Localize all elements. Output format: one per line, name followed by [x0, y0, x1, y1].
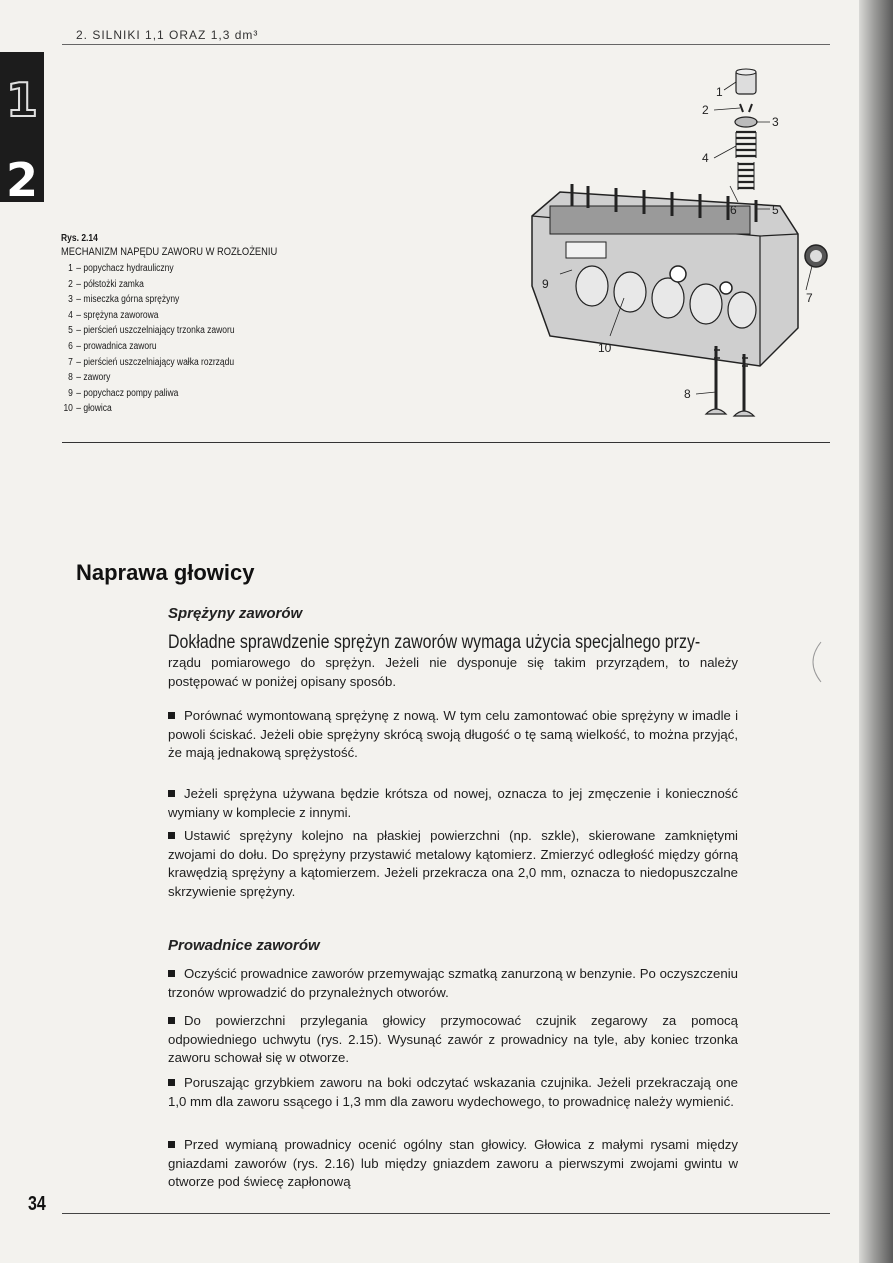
callout-2: 2 — [702, 103, 709, 117]
legend-item: 6 – prowadnica zaworu — [68, 340, 157, 352]
bullet-icon — [168, 790, 175, 797]
margin-pencil-mark — [803, 640, 825, 684]
page-number: 34 — [28, 1193, 46, 1215]
legend-item: 2 – półstożki zamka — [68, 278, 144, 290]
callout-7: 7 — [806, 291, 813, 305]
bullet-icon — [168, 1017, 175, 1024]
page-edge-shadow — [859, 0, 893, 1263]
callout-10: 10 — [598, 341, 612, 355]
bullet-paragraph: Porównać wymontowaną sprężynę z nową. W tym celu zamontować obie sprężyny w imadle i powoli ściskać. Jeżeli obie sprężyny skrócą swoją długość o tę samą wielkość, to można przyjąć, że mają jednakową sprężystość. — [168, 708, 738, 760]
callout-8: 8 — [684, 387, 691, 401]
bullet-icon — [168, 970, 175, 977]
cylinder-head-icon — [532, 184, 798, 366]
legend-item: 7 – pierścień uszczelniający wałka rozrządu — [68, 356, 235, 368]
top-rule — [62, 44, 830, 45]
subheading-springs: Sprężyny zaworów — [168, 605, 303, 622]
callout-4: 4 — [702, 151, 709, 165]
bullet-paragraph: Do powierzchni przylegania głowicy przymocować czujnik zegarowy za pomocą odpowiedniego uchwytu (rys. 2.15). Wysunąć zawór z prowadnicy na tyle, aby koniec trzonka zaworu schował się w otworze. — [168, 1013, 738, 1065]
legend-item: 10 – głowica — [63, 403, 112, 415]
figure-number: Rys. 2.14 — [61, 233, 98, 244]
valve-spring-icon — [736, 132, 756, 190]
bullet-paragraph: Poruszając grzybkiem zaworu na boki odczytać wskazania czujnika. Jeżeli przekraczają one 1,0 mm dla zaworu ssącego i 1,3 mm dla zaworu wydechowego, to prowadnicę należy wymienić. — [168, 1075, 738, 1109]
bullet-paragraph: Przed wymianą prowadnicy ocenić ogólny stan głowicy. Głowica z małymi rysami między gniazdami zaworów (rys. 2.16) lub między gniazdem zaworu a pierwszymi zwojami gwintu w otworze pod świecę zapłonową — [168, 1137, 738, 1189]
callout-5: 5 — [772, 203, 779, 217]
callout-6: 6 — [730, 203, 737, 217]
intro-lead: Dokładne sprawdzenie sprężyn zaworów wymaga użycia specjalnego przy- — [168, 632, 701, 653]
legend-item: 5 – pierścień uszczelniający trzonka zaworu — [68, 325, 235, 337]
legend-item: 3 – miseczka górna sprężyny — [68, 294, 180, 306]
bullet-paragraph: Oczyścić prowadnice zaworów przemywając szmatką zanurzoną w benzynie. Po oczyszczeniu trzonów wprowadzić do przynależnych otworów. — [168, 966, 738, 1000]
running-head: 2. SILNIKI 1,1 ORAZ 1,3 dm³ — [76, 28, 259, 42]
legend-item: 4 – sprężyna zaworowa — [68, 309, 159, 321]
figure-divider — [62, 442, 830, 443]
chapter-tab-1[interactable]: 1 — [5, 73, 38, 127]
spring-cap-icon — [735, 117, 757, 127]
callout-9: 9 — [542, 277, 549, 291]
legend-item: 1 – popychacz hydrauliczny — [68, 263, 174, 274]
chapter-tab-2[interactable]: 2 — [5, 153, 38, 207]
bullet-icon — [168, 1141, 175, 1148]
bullet-icon — [168, 712, 175, 719]
hydraulic-tappet-icon — [736, 69, 756, 94]
callout-1: 1 — [716, 85, 723, 99]
camshaft-seal-icon — [805, 245, 827, 267]
paragraph-intro — [168, 632, 738, 691]
collet-halves-icon — [740, 104, 752, 112]
section-title: Naprawa głowicy — [76, 560, 255, 585]
bullet-paragraph: Ustawić sprężyny kolejno na płaskiej powierzchni (np. szkle), skierowane zamkniętymi zwojami do dołu. Do sprężyny przystawić metalowy kątomierz. Zmierzyć odległość między górną krawędzią sprężyny a kątomierzem. Jeżeli przekracza ona 2,0 mm, oznacza to niedopuszczalne skrzywienie sprężyny. — [168, 828, 738, 899]
subheading-guides: Prowadnice zaworów — [168, 937, 320, 954]
figure-title: MECHANIZM NAPĘDU ZAWORU W ROZŁOŻENIU — [61, 246, 278, 258]
bullet-icon — [168, 1079, 175, 1086]
bullet-icon — [168, 832, 175, 839]
callout-3: 3 — [772, 115, 779, 129]
legend-item: 9 – popychacz pompy paliwa — [68, 387, 179, 399]
intro-rest: rządu pomiarowego do sprężyn. Jeżeli nie dysponuje się takim przyrządem, to należy postępować w poniżej opisany sposób. — [168, 655, 738, 689]
figure-legend — [61, 261, 331, 417]
bullet-paragraph: Jeżeli sprężyna używana będzie krótsza od nowej, oznacza to jej zmęczenie i konieczność wymiany w komplecie z innymi. — [168, 786, 738, 820]
cylinder-head-illustration — [520, 66, 830, 436]
figure-caption — [61, 233, 331, 417]
legend-item: 8 – zawory — [68, 372, 111, 384]
bottom-rule — [62, 1213, 830, 1214]
